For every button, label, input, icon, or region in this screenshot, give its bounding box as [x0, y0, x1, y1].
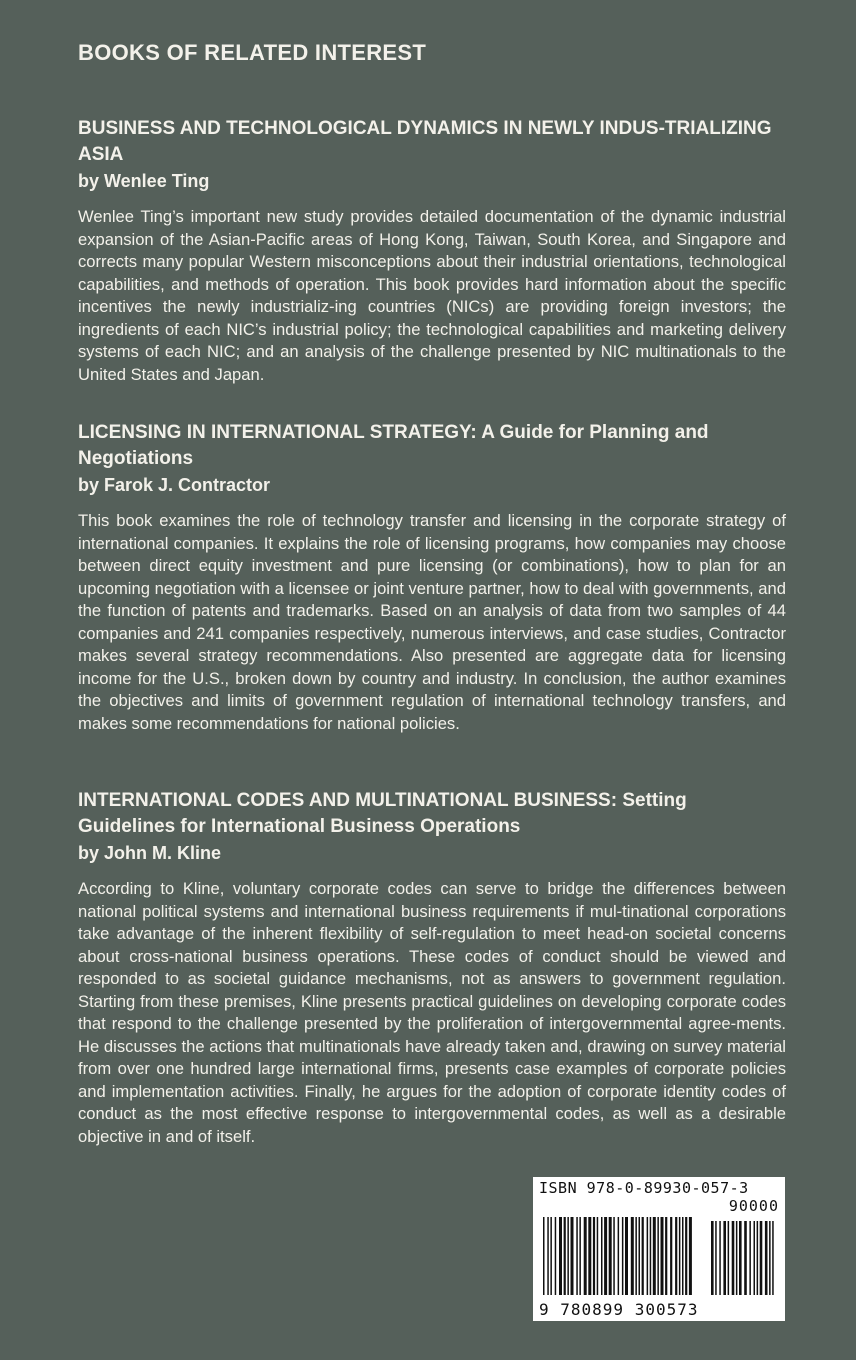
page-title: BOOKS OF RELATED INTEREST	[78, 40, 427, 65]
barcode-bar	[653, 1217, 656, 1295]
barcode-bar	[749, 1221, 751, 1295]
barcode-bar	[754, 1221, 756, 1295]
barcode-bar	[675, 1217, 677, 1295]
barcode-bar	[760, 1221, 763, 1295]
barcode-bar	[715, 1221, 717, 1295]
barcode-bar	[550, 1217, 552, 1295]
barcode-bar	[650, 1217, 652, 1295]
book-description: Wenlee Ting’s important new study provides detailed documentation of the dynamic industrial expansion of the Asian-Pacific areas of Hong Kong, Taiwan, South Korea, and Singapore and corrects many popular Western misconceptions about their industrial orientations, technological capabilities, and methods of operation. This book provides hard information about the specific incentives the newly industrializ-ing countries (NICs) are providing foreign investors; the ingredients of each NIC’s industrial policy; the technological capabilities and marketing delivery systems of each NIC; and an analysis of the challenge presented by NIC multinationals to the United States and Japan.	[78, 207, 786, 384]
book-entry	[78, 420, 786, 735]
book-title-main: INTERNATIONAL CODES AND MULTINATIONAL BUSINESS:	[78, 790, 618, 811]
barcode-bar	[639, 1217, 641, 1295]
barcode-bar	[723, 1221, 726, 1295]
price-code: 90000	[728, 1197, 779, 1215]
barcode-bar	[736, 1221, 738, 1295]
book-author: by John M. Kline	[78, 843, 222, 863]
isbn-barcode	[533, 1177, 785, 1321]
barcode-bar	[657, 1217, 659, 1295]
barcode-bar	[647, 1217, 649, 1295]
barcode-bar	[593, 1217, 595, 1295]
barcode-bar	[622, 1217, 624, 1295]
barcode-bar	[604, 1217, 607, 1295]
barcode-bar	[679, 1217, 681, 1295]
barcode-bar	[543, 1217, 545, 1295]
barcode-bar	[685, 1217, 687, 1295]
barcode-bar	[584, 1217, 587, 1295]
book-title	[78, 788, 786, 840]
book-title	[78, 420, 786, 472]
barcode-bar	[571, 1217, 574, 1295]
barcode-bar	[765, 1221, 768, 1295]
book-author: by Farok J. Contractor	[78, 475, 271, 495]
barcode-bar	[618, 1217, 620, 1295]
barcode-bar	[739, 1221, 742, 1295]
barcode-bar	[635, 1217, 637, 1295]
barcode-bar	[564, 1217, 566, 1295]
book-entry	[78, 788, 786, 1148]
barcode-bar	[547, 1217, 549, 1295]
barcode-bar	[757, 1221, 759, 1295]
book-subtitle: Setting Guidelines for International Business Operations	[78, 790, 687, 837]
barcode-bar	[689, 1217, 692, 1295]
book-description: This book examines the role of technology transfer and licensing in the corporate strategy of international companies. It explains the role of licensing programs, how companies may choose between direct equity investment and pure licensing (or combinations), how to plan for an upcoming negotiation with a licensee or joint venture partner, how to deal with governments, and the function of patents and trademarks. Based on an analysis of data from two samples of 44 companies and 241 companies respectively, numerous interviews, and case studies, Contractor makes several strategy recommendations. Also presented are aggregate data for licensing income for the U.S., broken down by country and industry. In conclusion, the author examines the objectives and limits of government regulation of international technology transfers, and makes some recommendations for national policies.	[78, 511, 786, 733]
barcode-bar	[732, 1221, 735, 1295]
barcode-bar	[665, 1217, 667, 1295]
barcode-bar	[555, 1217, 557, 1295]
barcode-bar	[769, 1221, 771, 1295]
barcode-bar	[559, 1217, 562, 1295]
isbn-number: ISBN 978-0-89930-057-3	[539, 1179, 749, 1197]
barcode-bar	[661, 1217, 664, 1295]
book-entry	[78, 116, 786, 386]
barcode-bar	[670, 1217, 672, 1295]
barcode-bar	[642, 1217, 644, 1295]
ean-number: 9 780899 300573	[539, 1300, 703, 1319]
barcode-bar	[631, 1217, 634, 1295]
book-subtitle: A Guide for Planning and Negotiations	[78, 422, 709, 469]
barcode-bar	[567, 1217, 569, 1295]
book-description: According to Kline, voluntary corporate codes can serve to bridge the differences between national political systems and international business requirements if mul-tinational corporations take advantage of the inherent flexibility of self-regulation to meet head-on societal concerns about cross-national business operations. These codes of conduct should be viewed and responded to as societal guidance mechanisms, not as answers to government regulation. Starting from these premises, Kline presents practical guidelines on developing corporate codes that respond to the challenge presented by the proliferation of intergovernmental agree-ments. He discusses the actions that multinationals have already taken and, drawing on survey material from over one hundred large international firms, presents case examples of corporate policies and implementation activities. Finally, he argues for the adoption of corporate identity codes of conduct as the most effective response to intergovernmental codes, as well as a desirable objective in and of itself.	[78, 879, 786, 1146]
book-author: by Wenlee Ting	[78, 171, 210, 191]
barcode-bar	[588, 1217, 591, 1295]
barcode-bar	[772, 1221, 774, 1295]
barcode-bar	[613, 1217, 615, 1295]
barcode-bar	[728, 1221, 730, 1295]
book-title	[78, 116, 786, 168]
barcode-bar	[601, 1217, 603, 1295]
book-title-main: BUSINESS AND TECHNOLOGICAL DYNAMICS IN NEWLY INDUS-TRIALIZING ASIA	[78, 118, 772, 165]
barcode-bar	[576, 1217, 578, 1295]
barcode-bar	[625, 1217, 628, 1295]
barcode-bar	[579, 1217, 581, 1295]
barcode-bar	[719, 1221, 721, 1295]
barcode-bar	[711, 1221, 714, 1295]
barcode-bar	[597, 1217, 599, 1295]
book-title-main: LICENSING IN INTERNATIONAL STRATEGY:	[78, 422, 477, 443]
barcode-bar	[744, 1221, 747, 1295]
barcode-bar	[682, 1217, 684, 1295]
barcode-bar	[609, 1217, 612, 1295]
